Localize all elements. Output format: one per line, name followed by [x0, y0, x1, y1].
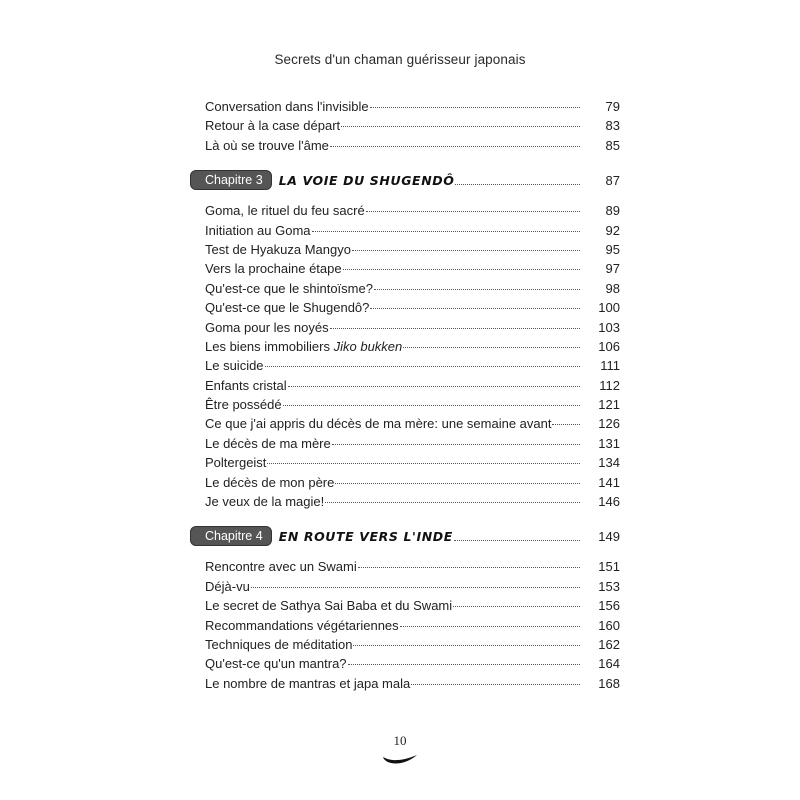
toc-entry-page: 164	[598, 656, 620, 672]
toc-entry-title: Enfants cristal	[205, 377, 287, 393]
toc-entry-page: 106	[598, 338, 620, 354]
toc-entry-title: Poltergeist	[205, 455, 267, 471]
dot-leader	[283, 404, 580, 406]
toc-entry-title: Le décès de ma mère	[205, 435, 331, 451]
chapter-heading[interactable]	[190, 525, 620, 547]
chapter-page: 87	[605, 172, 620, 188]
toc-entry-page: 121	[598, 397, 620, 413]
toc-entry-title: Recommandations végétariennes	[205, 617, 399, 633]
toc-entry-title: Goma pour les noyés	[205, 319, 329, 335]
toc-entry[interactable]	[190, 242, 620, 261]
toc-entry[interactable]	[190, 656, 620, 675]
dot-leader	[353, 644, 580, 646]
toc-entry[interactable]	[190, 618, 620, 637]
toc-entry-title: Le nombre de mantras et japa mala	[205, 675, 411, 691]
toc-entry-page: 79	[605, 99, 620, 114]
toc-entry-page: 168	[598, 675, 620, 691]
dot-leader	[411, 683, 580, 685]
toc-entry-page: 126	[598, 416, 620, 432]
dot-leader	[403, 346, 580, 348]
toc-entry-title: Là où se trouve l'âme	[205, 137, 329, 153]
toc-entry-title: Le suicide	[205, 358, 264, 374]
toc-entry-title: Le décès de mon père	[205, 474, 335, 490]
dot-leader	[341, 125, 580, 127]
chapter-heading[interactable]	[190, 169, 620, 191]
toc-entry-title: Test de Hyakuza Mangyo	[205, 241, 351, 257]
dot-leader	[348, 663, 580, 665]
dot-leader	[455, 183, 580, 185]
dot-leader	[453, 605, 580, 607]
toc-entry-title: Qu'est-ce que le shintoïsme?	[205, 280, 373, 296]
toc-entry-title: Goma, le rituel du feu sacré	[205, 203, 365, 219]
toc-entry[interactable]	[190, 397, 620, 416]
toc-entry-title: Déjà-vu	[205, 578, 250, 594]
toc-entry-page: 83	[605, 118, 620, 134]
chapter-title: LA VOIE DU SHUGENDÔ	[278, 172, 455, 188]
toc-entry[interactable]	[190, 300, 620, 319]
toc-entry[interactable]	[190, 559, 620, 578]
dot-leader	[267, 462, 580, 464]
toc-entry-title: Vers la prochaine étape	[205, 261, 342, 277]
dot-leader	[330, 145, 580, 147]
toc-entry-title: Je veux de la magie!	[205, 494, 325, 510]
toc-entry[interactable]	[190, 339, 620, 358]
toc-entry-page: 89	[605, 203, 620, 219]
toc-entry-page: 98	[605, 280, 620, 296]
toc-entry-title: Qu'est-ce qu'un mantra?	[205, 656, 347, 672]
toc-entry[interactable]	[190, 637, 620, 656]
dot-leader	[325, 501, 580, 503]
toc-entry[interactable]	[190, 261, 620, 280]
dot-leader	[352, 249, 580, 251]
toc-entry[interactable]	[190, 118, 620, 137]
toc-entry-page: 100	[598, 300, 620, 316]
toc-entry-page: 162	[598, 636, 620, 652]
toc-entry-title: Être possédé	[205, 397, 282, 413]
toc-entry[interactable]	[190, 223, 620, 242]
toc-entry-title: Conversation dans l'invisible	[205, 99, 369, 114]
toc-entry[interactable]	[190, 676, 620, 695]
toc-entry[interactable]	[190, 378, 620, 397]
table-of-contents	[190, 99, 620, 695]
toc-entry[interactable]	[190, 320, 620, 339]
toc-entry-page: 131	[598, 435, 620, 451]
dot-leader	[454, 539, 580, 541]
toc-entry-title-text: Les biens immobiliers	[205, 338, 334, 354]
toc-entry-title: Rencontre avec un Swami	[205, 559, 357, 575]
dot-leader	[332, 443, 580, 445]
toc-entry[interactable]	[190, 598, 620, 617]
toc-entry[interactable]	[190, 99, 620, 118]
toc-entry-page: 151	[598, 559, 620, 575]
toc-entry-title: Le secret de Sathya Sai Baba et du Swami	[205, 598, 453, 614]
toc-entry-title: Qu'est-ce que le Shugendô?	[205, 300, 370, 316]
toc-entry-page: 160	[598, 617, 620, 633]
toc-entry-page: 146	[598, 494, 620, 510]
toc-entry-page: 153	[598, 578, 620, 594]
dot-leader	[265, 365, 580, 367]
toc-entry[interactable]	[190, 579, 620, 598]
dot-leader	[552, 423, 580, 425]
toc-entry[interactable]	[190, 455, 620, 474]
toc-entry[interactable]	[190, 358, 620, 377]
toc-entry-title-italic: Jiko bukken	[333, 338, 403, 354]
dot-leader	[251, 586, 580, 588]
toc-entry[interactable]	[190, 475, 620, 494]
toc-entry-title: Retour à la case départ	[205, 118, 341, 134]
toc-entry-page: 103	[598, 319, 620, 335]
toc-entry-page: 97	[605, 261, 620, 277]
chapter-title: EN ROUTE VERS L'INDE	[278, 528, 453, 544]
toc-entry[interactable]	[190, 416, 620, 435]
chapter-badge: Chapitre 4	[190, 526, 272, 546]
dot-leader	[335, 482, 580, 484]
toc-entry-title	[205, 339, 402, 354]
toc-entry-page: 95	[605, 241, 620, 257]
toc-entry[interactable]	[190, 203, 620, 222]
toc-entry-page: 156	[598, 598, 620, 614]
dot-leader	[343, 268, 580, 270]
dot-leader	[330, 327, 580, 329]
dot-leader	[366, 210, 580, 212]
brush-swoosh-icon	[382, 752, 418, 766]
toc-entry-title: Initiation au Goma	[205, 222, 311, 238]
toc-entry-page: 111	[600, 358, 620, 374]
page-number: 10	[393, 733, 407, 748]
chapter-badge: Chapitre 3	[190, 170, 272, 190]
toc-entry[interactable]	[190, 281, 620, 300]
dot-leader	[370, 106, 580, 108]
dot-leader	[312, 230, 580, 232]
running-header: Secrets d'un chaman guérisseur japonais	[274, 52, 526, 67]
toc-entry-title: Techniques de méditation	[205, 636, 353, 652]
dot-leader	[358, 566, 580, 568]
toc-entry-page: 134	[598, 455, 620, 471]
toc-entry[interactable]	[190, 436, 620, 455]
toc-entry-page: 141	[598, 474, 620, 490]
toc-entry-title: Ce que j'ai appris du décès de ma mère: une semaine avant	[205, 416, 552, 432]
dot-leader	[370, 307, 580, 309]
chapter-page: 149	[598, 528, 620, 544]
toc-entry[interactable]	[190, 494, 620, 513]
dot-leader	[374, 288, 580, 290]
toc-entry[interactable]	[190, 138, 620, 157]
toc-entry-page: 85	[605, 137, 620, 153]
toc-entry-page: 92	[605, 222, 620, 238]
dot-leader	[288, 385, 580, 387]
toc-entry-page: 112	[599, 377, 620, 393]
dot-leader	[400, 625, 580, 627]
